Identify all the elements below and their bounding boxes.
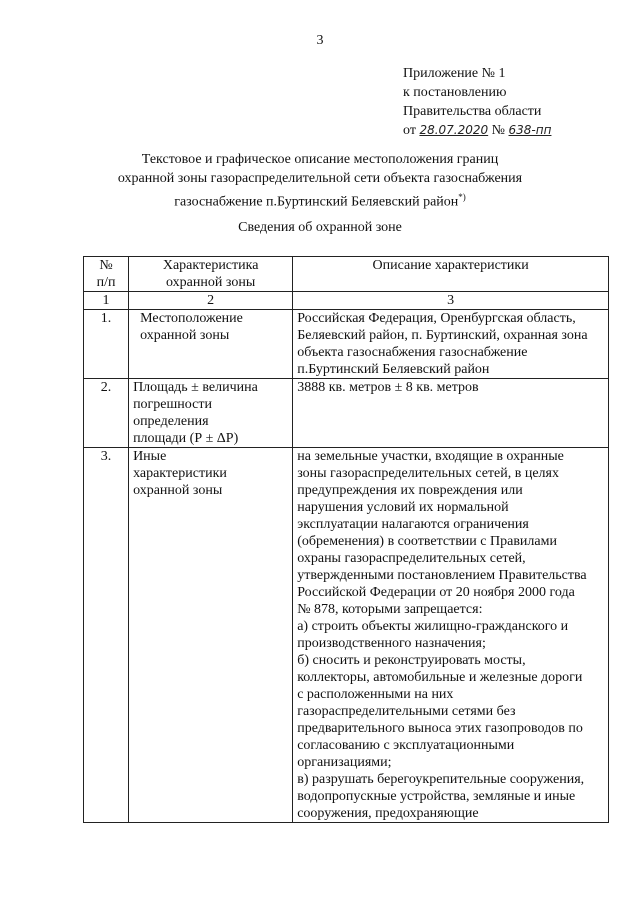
row-characteristic (129, 448, 293, 823)
appendix-number-sign: № (491, 123, 506, 138)
column-number: 3 (293, 292, 609, 310)
text-line: зоны газораспределительных сетей, в целях (297, 466, 559, 481)
header-characteristic-line-1: Характеристика (162, 258, 259, 273)
table-row (84, 448, 609, 823)
text-line: коллекторы, автомобильные и железные дороги (297, 670, 583, 685)
text-line: согласованию с эксплуатационными (297, 738, 515, 753)
text-line: производственного назначения; (297, 636, 486, 651)
text-line: п.Буртинский Беляевский район (297, 362, 490, 377)
text-line: Площадь ± величина (133, 380, 258, 395)
text-line: в) разрушать берегоукрепительные сооружения, (297, 772, 585, 787)
text-line: эксплуатации налагаются ограничения (297, 517, 529, 532)
text-line: площади (Р ± ΔР) (133, 431, 239, 446)
text-line: б) сносить и реконструировать мосты, (297, 653, 526, 668)
row-characteristic (129, 310, 293, 379)
text-line: охранной зоны (133, 483, 223, 498)
text-line: предупреждения их повреждения или (297, 483, 523, 498)
text-line: (обременения) в соответствии с Правилами (297, 534, 557, 549)
text-line: погрешности (133, 397, 212, 412)
document-title (100, 150, 540, 212)
appendix-date-prefix: от (403, 123, 416, 138)
handwritten-number: 638-пп (508, 123, 552, 137)
appendix-line-4 (403, 121, 551, 140)
appendix-line-1: Приложение № 1 (403, 66, 506, 81)
row-description (293, 379, 609, 448)
footnote-mark: *) (458, 192, 466, 202)
table-row (84, 379, 609, 448)
appendix-header (403, 64, 551, 140)
section-subtitle: Сведения об охранной зоне (238, 220, 402, 235)
column-number: 2 (129, 292, 293, 310)
row-characteristic (129, 379, 293, 448)
text-line: Местоположение (140, 311, 243, 326)
row-number: 2. (84, 379, 129, 448)
title-line-3 (100, 188, 540, 212)
text-line: охранной зоны (140, 328, 230, 343)
text-line: № 878, которыми запрещается: (297, 602, 483, 617)
header-description: Описание характеристики (293, 257, 609, 292)
text-line: Российской Федерации от 20 ноября 2000 года (297, 585, 575, 600)
row-number: 3. (84, 448, 129, 823)
header-characteristic-line-2: охранной зоны (166, 275, 256, 290)
appendix-line-3: Правительства области (403, 104, 542, 119)
appendix-line-2: к постановлению (403, 85, 507, 100)
text-line: а) строить объекты жилищно-гражданского и (297, 619, 569, 634)
text-line: на земельные участки, входящие в охранные (297, 449, 564, 464)
title-line-1: Текстовое и графическое описание местоположения границ (141, 152, 499, 167)
header-num-line-2: п/п (96, 275, 116, 290)
page-number: 3 (316, 33, 324, 48)
header-num (84, 257, 129, 292)
text-line: Иные (133, 449, 167, 464)
text-line: объекта газоснабжения газоснабжение (297, 345, 528, 360)
text-line: 3888 кв. метров ± 8 кв. метров (297, 380, 479, 395)
row-description (293, 310, 609, 379)
header-num-line-1: № (99, 258, 113, 273)
text-line: предварительного выноса этих газопроводов по (297, 721, 583, 736)
text-line: Беляевский район, п. Буртинский, охранная зона (297, 328, 588, 343)
title-line-3-text: газоснабжение п.Буртинский Беляевский район (174, 194, 459, 210)
text-line: газораспределительными сетями без (297, 704, 516, 719)
header-characteristic (129, 257, 293, 292)
zone-info-table (83, 256, 609, 823)
text-line: определения (133, 414, 209, 429)
row-number: 1. (84, 310, 129, 379)
title-line-2: охранной зоны газораспределительной сети объекта газоснабжения (117, 171, 523, 186)
column-number-row (84, 292, 609, 310)
handwritten-date: 28.07.2020 (419, 123, 489, 137)
text-line: охраны газораспределительных сетей, (297, 551, 526, 566)
text-line: утвержденными постановлением Правительства (297, 568, 587, 583)
text-line: водопропускные устройства, земляные и иные (297, 789, 576, 804)
text-line: сооружения, предохраняющие (297, 806, 479, 821)
text-line: организациями; (297, 755, 392, 770)
column-number: 1 (84, 292, 129, 310)
text-line: нарушения условий их нормальной (297, 500, 509, 515)
table-header-row (84, 257, 609, 292)
text-line: характеристики (133, 466, 227, 481)
text-line: с расположенными на них (297, 687, 454, 702)
text-line: Российская Федерация, Оренбургская область, (297, 311, 576, 326)
table-row (84, 310, 609, 379)
row-description (293, 448, 609, 823)
